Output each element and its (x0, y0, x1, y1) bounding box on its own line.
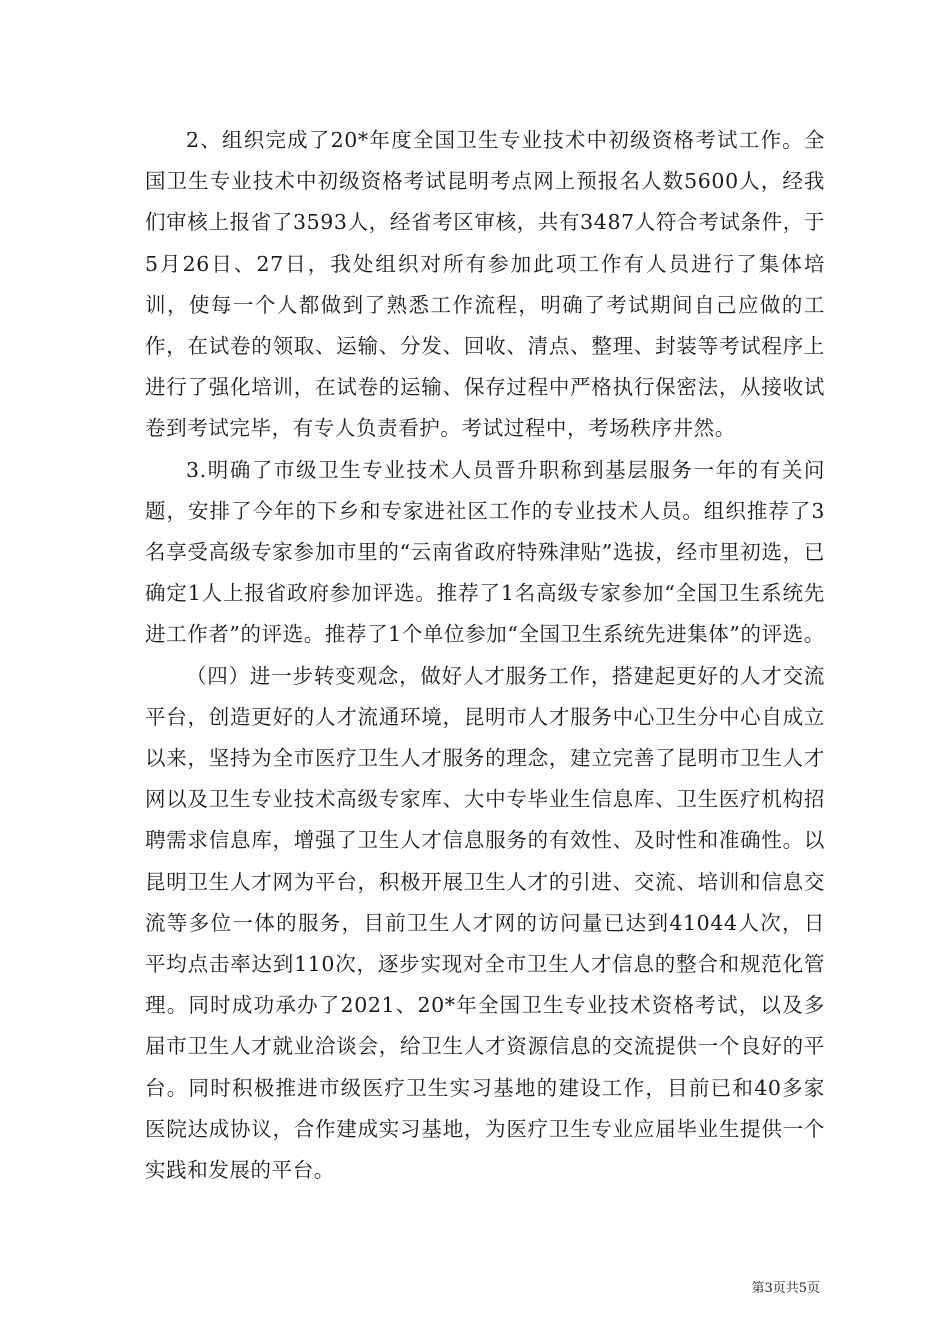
paragraph-exam-organization: 2、组织完成了20*年度全国卫生专业技术中初级资格考试工作。全国卫生专业技术中初级资格考试昆明考点网上预报名人数5600人，经我们审核上报省了3593人，经省考区审核，共有3487人符合考试条件，于5月26日、27日，我处组织对所有参加此项工作有人员进行了集体培训，使每一个人都做到了熟悉工作流程，明确了考试期间自己应做的工作，在试卷的领取、运输、分发、回收、清点、整理、封装等考试程序上进行了强化培训，在试卷的运输、保存过程中严格执行保密法，从接收试卷到考试完毕，有专人负责看护。考试过程中，考场秩序井然。 (145, 128, 825, 441)
document-body (145, 120, 825, 1191)
page-number-label: 第3页共5页 (751, 1281, 820, 1296)
page-number-footer (700, 1280, 820, 1298)
paragraph-title-promotion: 3.明确了市级卫生专业技术人员晋升职称到基层服务一年的有关问题，安排了今年的下乡和专家进社区工作的专业技术人员。组织推荐了3名享受高级专家参加市里的“云南省政府特殊津贴”选拔，经市里初选，已确定1人上报省政府参加评选。推荐了1名高级专家参加“全国卫生系统先进工作者”的评选。推荐了1个单位参加“全国卫生系统先进集体”的评选。 (145, 457, 825, 647)
paragraph-talent-service: （四）进一步转变观念，做好人才服务工作，搭建起更好的人才交流平台，创造更好的人才流通环境，昆明市人才服务中心卫生分中心自成立以来，坚持为全市医疗卫生人才服务的理念，建立完善了昆明市卫生人才网以及卫生专业技术高级专家库、大中专毕业生信息库、卫生医疗机构招聘需求信息库，增强了卫生人才信息服务的有效性、及时性和准确性。以昆明卫生人才网为平台，积极开展卫生人才的引进、交流、培训和信息交流等多位一体的服务，目前卫生人才网的访问量已达到41044人次，日平均点击率达到110次，逐步实现对全市卫生人才信息的整合和规范化管理。同时成功承办了2021、20*年全国卫生专业技术资格考试，以及多届市卫生人才就业洽谈会，给卫生人才资源信息的交流提供一个良好的平台。同时积极推进市级医疗卫生实习基地的建设工作，目前已和40多家医院达成协议，合作建成实习基地，为医疗卫生专业应届毕业生提供一个实践和发展的平台。 (145, 663, 825, 1183)
